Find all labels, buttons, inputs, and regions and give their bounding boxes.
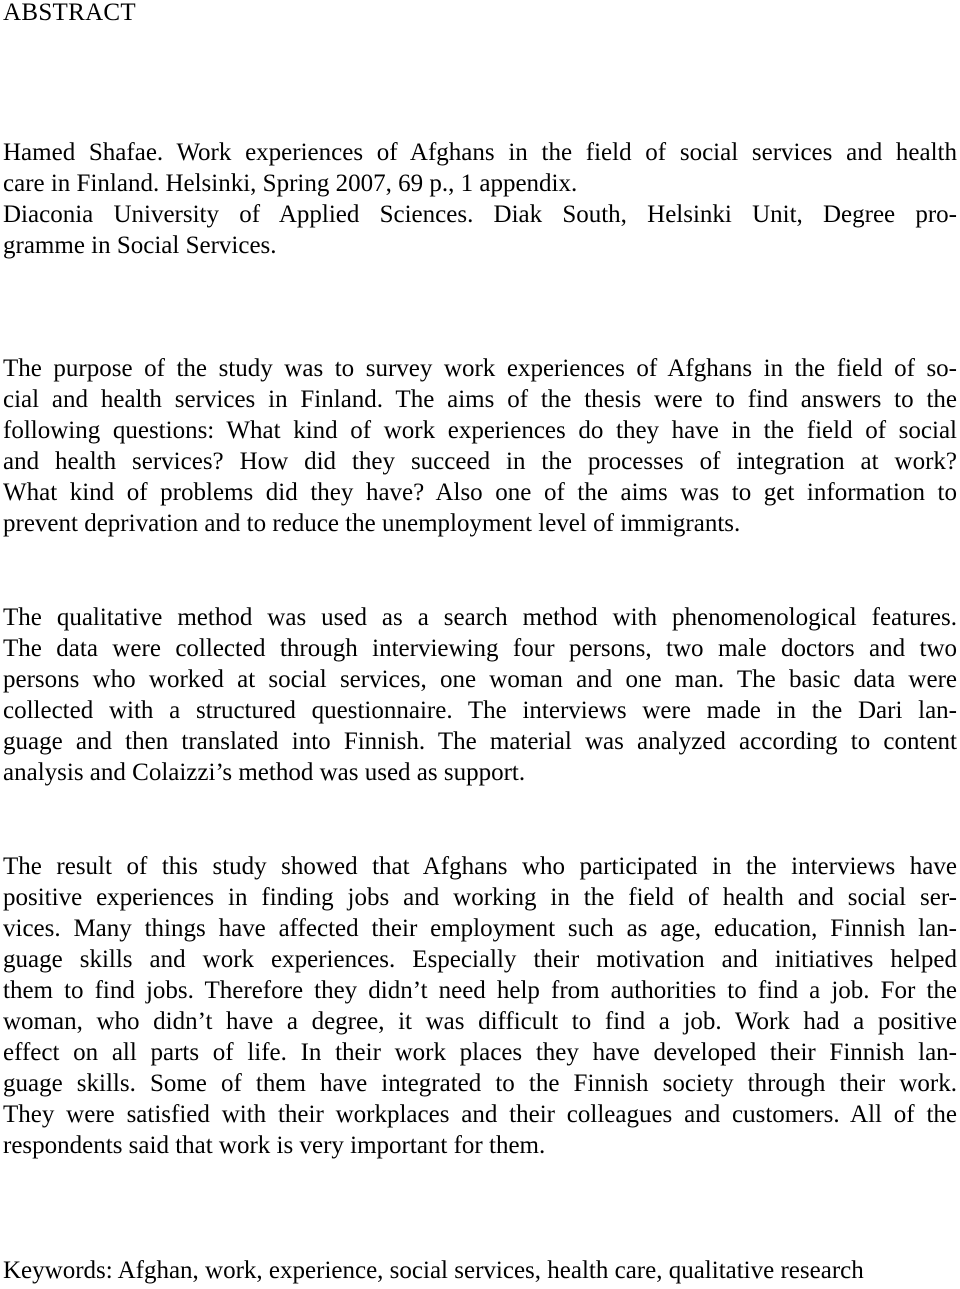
abstract-heading: ABSTRACT [3,0,136,26]
result-line: them to find jobs. Therefore they didn’t need help from authorities to find a job. For the [3,977,957,1004]
method-paragraph [3,602,957,788]
purpose-line: cial and health services in Finland. The aims of the thesis were to find answers to the [3,386,957,413]
method-line: The data were collected through interviewing four persons, two male doctors and two [3,635,957,662]
citation-line: Hamed Shafae. Work experiences of Afghans in the field of social services and health [3,139,957,166]
purpose-line: prevent deprivation and to reduce the unemployment level of immigrants. [3,510,741,537]
citation-paragraph [3,137,957,261]
result-line: They were satisfied with their workplaces and their colleagues and customers. All of the [3,1101,957,1128]
result-line: guage skills and work experiences. Especially their motivation and initiatives helped [3,946,957,973]
method-line: persons who worked at social services, one woman and one man. The basic data were [3,666,957,693]
result-line: positive experiences in finding jobs and working in the field of health and social ser- [3,884,957,911]
citation-line: gramme in Social Services. [3,232,277,259]
result-line: The result of this study showed that Afghans who participated in the interviews have [3,853,957,880]
keywords-text: Keywords: Afghan, work, experience, social services, health care, qualitative research [3,1257,864,1284]
citation-line: Diaconia University of Applied Sciences. Diak South, Helsinki Unit, Degree pro- [3,201,957,228]
purpose-line: and health services? How did they succeed in the processes of integration at work? [3,448,957,475]
method-line: collected with a structured questionnaire. The interviews were made in the Dari lan- [3,697,957,724]
purpose-line: The purpose of the study was to survey work experiences of Afghans in the field of so- [3,355,957,382]
method-line: guage and then translated into Finnish. The material was analyzed according to content [3,728,957,755]
purpose-line: following questions: What kind of work experiences do they have in the field of social [3,417,957,444]
purpose-paragraph [3,353,957,539]
citation-line: care in Finland. Helsinki, Spring 2007, 69 p., 1 appendix. [3,170,578,197]
result-line: effect on all parts of life. In their work places they have developed their Finnish lan- [3,1039,957,1066]
result-line: vices. Many things have affected their employment such as age, education, Finnish lan- [3,915,957,942]
method-line: analysis and Colaizzi’s method was used as support. [3,759,526,786]
result-line: woman, who didn’t have a degree, it was difficult to find a job. Work had a positive [3,1008,957,1035]
method-line: The qualitative method was used as a search method with phenomenological features. [3,604,957,631]
purpose-line: What kind of problems did they have? Also one of the aims was to get information to [3,479,957,506]
result-line: guage skills. Some of them have integrated to the Finnish society through their work. [3,1070,957,1097]
result-paragraph [3,851,957,1161]
result-line: respondents said that work is very important for them. [3,1132,546,1159]
keywords-line [3,1255,957,1286]
